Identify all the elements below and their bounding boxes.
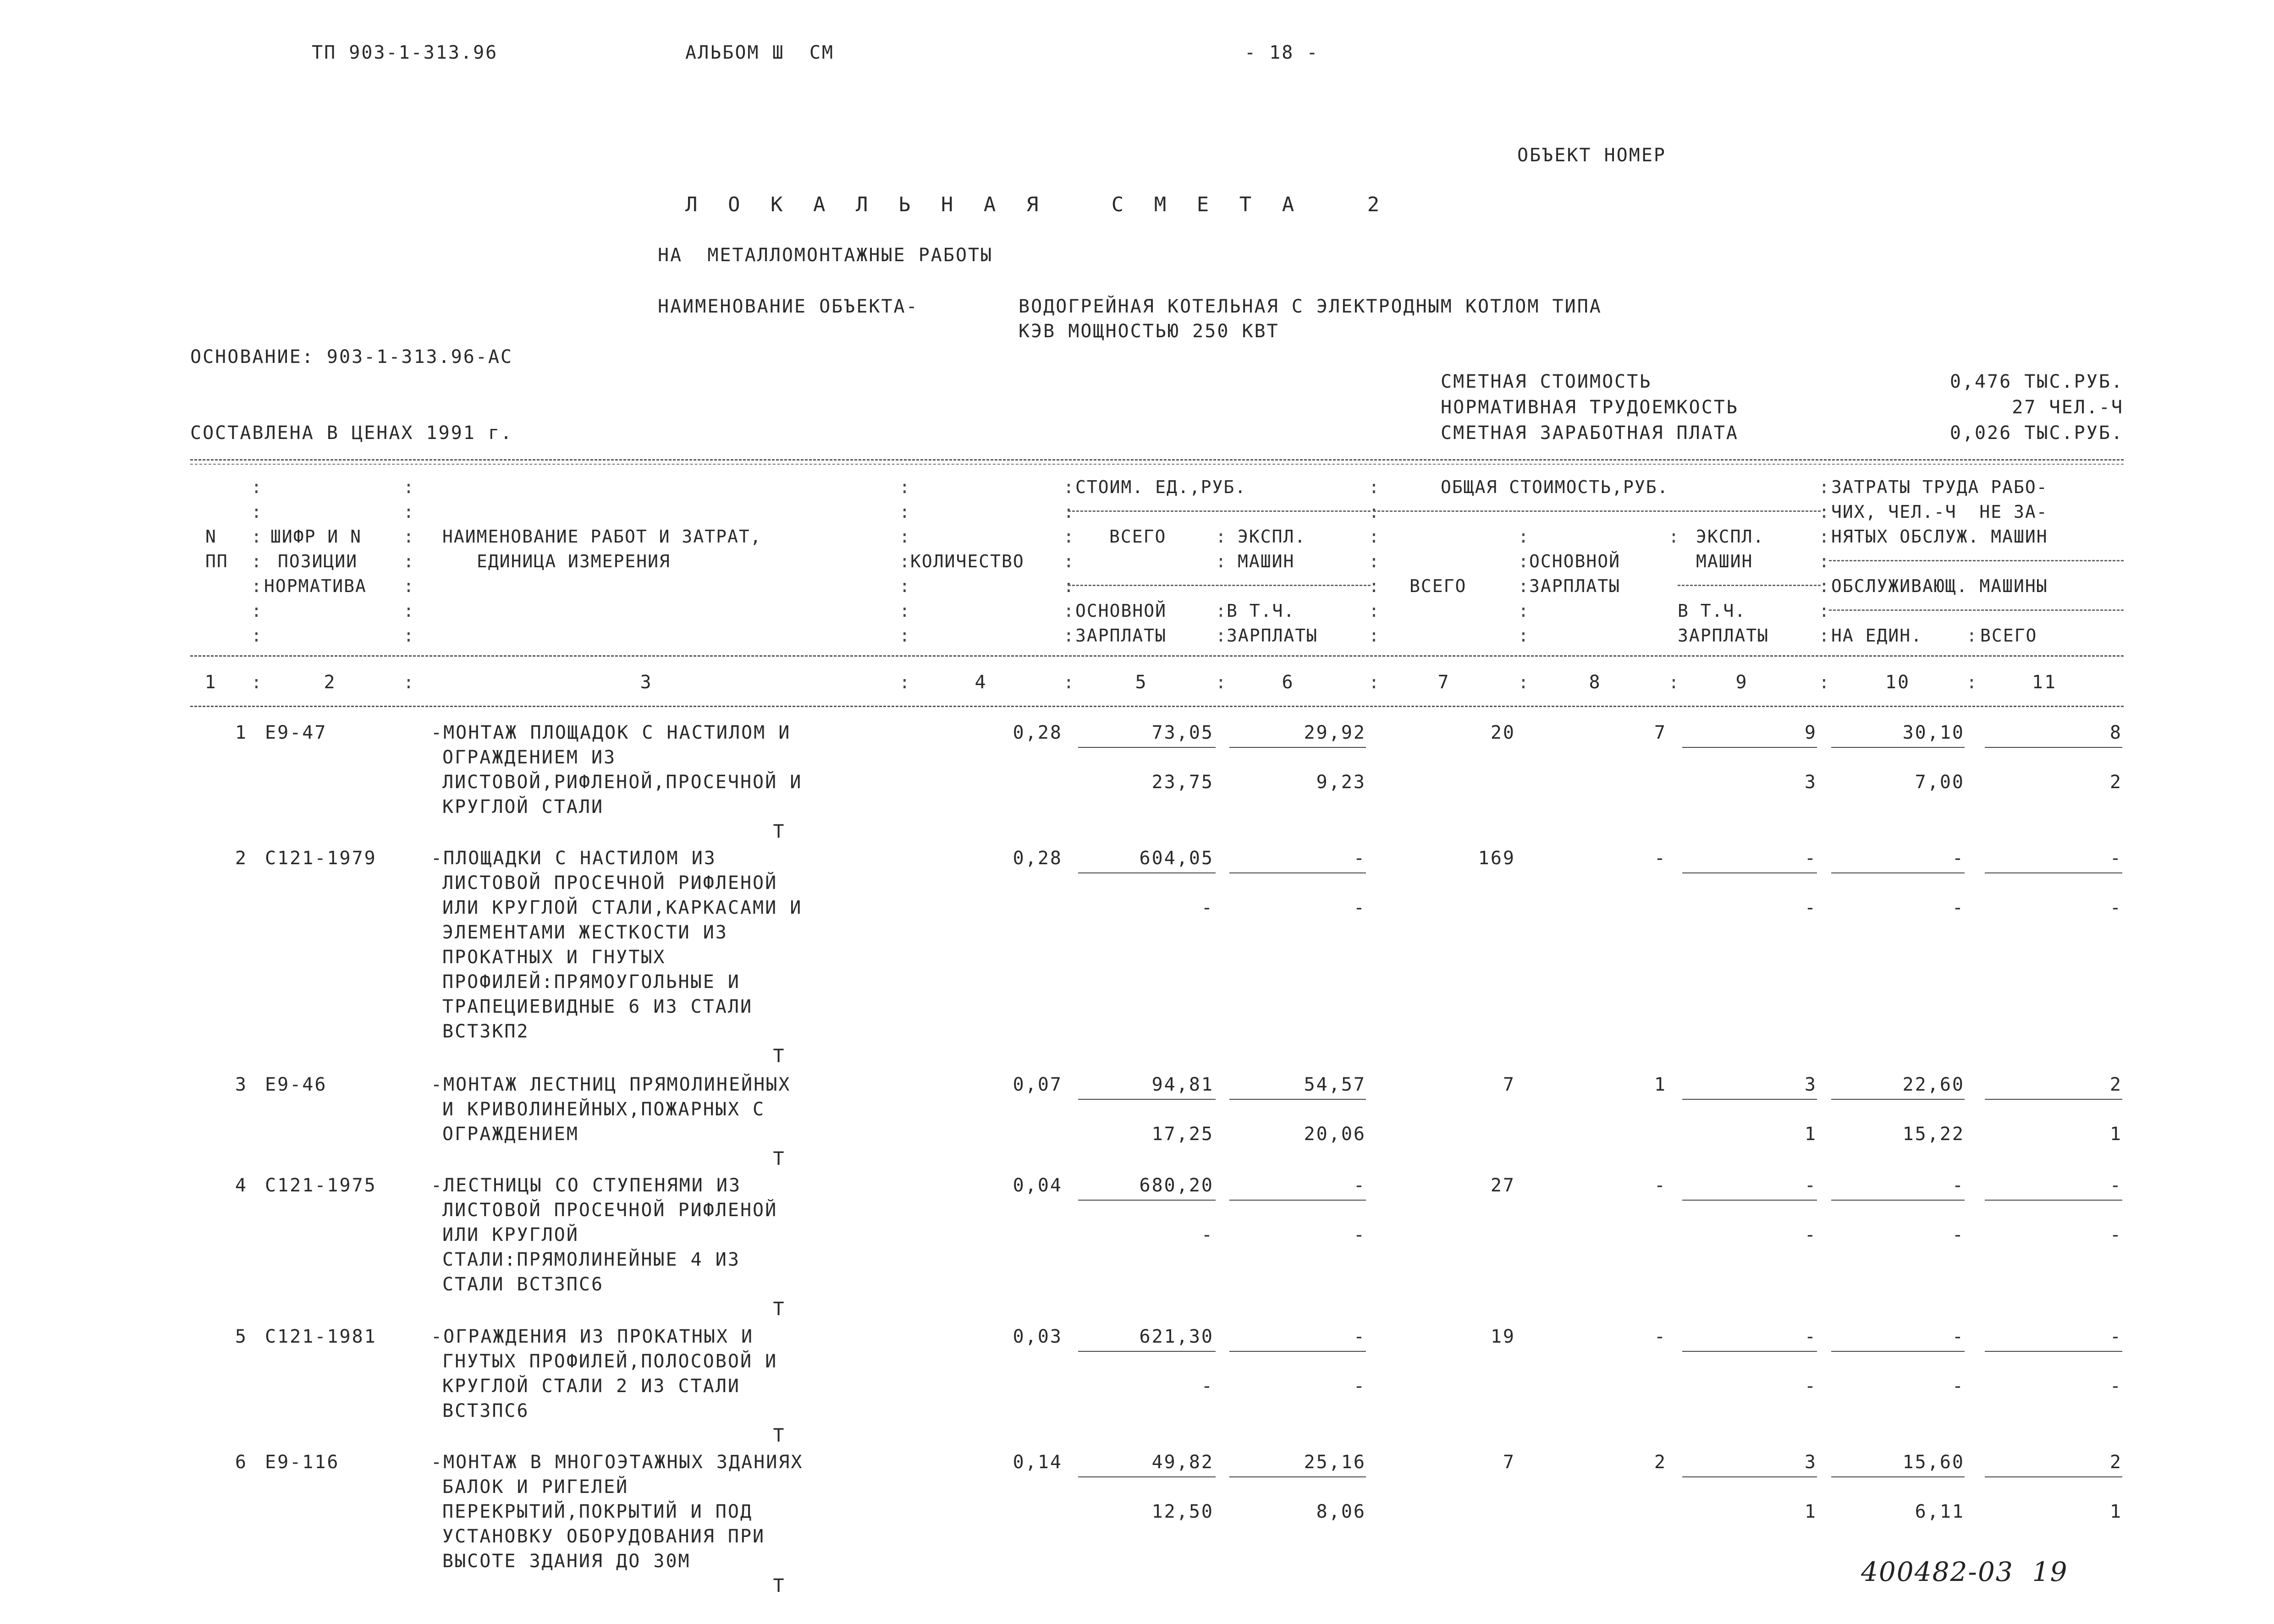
- value-underline: [1985, 747, 2122, 748]
- row-name-line: КРУГЛОЙ СТАЛИ 2 ИЗ СТАЛИ: [442, 1376, 740, 1397]
- row-value-c9: -: [1804, 1326, 1817, 1347]
- row-value-c9: -: [1804, 1175, 1817, 1196]
- row-code: Е9-46: [265, 1074, 327, 1095]
- row-value-c7: 7: [1503, 1074, 1515, 1095]
- row-value-c5: 604,05: [1139, 848, 1214, 869]
- header-col3-l1: НАИМЕНОВАНИЕ РАБОТ И ЗАТРАТ,: [442, 527, 762, 547]
- row-value-qty: 0,28: [1013, 722, 1063, 743]
- row-name-line: -МОНТАЖ ЛЕСТНИЦ ПРЯМОЛИНЕЙНЫХ: [431, 1074, 791, 1095]
- row-name-line: УСТАНОВКУ ОБОРУДОВАНИЯ ПРИ: [442, 1526, 765, 1547]
- row-value-c9: 3: [1804, 1452, 1817, 1473]
- row-name-line: ИЛИ КРУГЛОЙ: [442, 1224, 579, 1245]
- summary-label-wage: СМЕТНАЯ ЗАРАБОТНАЯ ПЛАТА: [1441, 422, 1739, 444]
- row-value-c10b: 15,22: [1902, 1124, 1965, 1145]
- row-value-c7: 169: [1478, 848, 1515, 869]
- row-name-line: -ОГРАЖДЕНИЯ ИЗ ПРОКАТНЫХ И: [431, 1326, 754, 1347]
- value-underline: [1078, 1099, 1216, 1100]
- row-number: 4: [235, 1175, 248, 1196]
- row-value-c6b: 9,23: [1316, 772, 1366, 793]
- header-col5-bot-1: ОСНОВНОЙ: [1075, 601, 1167, 621]
- row-value-c11: 2: [2109, 1452, 2122, 1473]
- numbers-bottom-rule: [190, 706, 2124, 707]
- document-subtitle: НА МЕТАЛЛОМОНТАЖНЫЕ РАБОТЫ: [658, 245, 993, 266]
- row-value-c11b: 2: [2109, 772, 2122, 793]
- row-value-c9: 9: [1804, 722, 1817, 743]
- row-name-line: ПЕРЕКРЫТИЙ,ПОКРЫТИЙ И ПОД: [442, 1501, 753, 1522]
- row-value-c8: 7: [1654, 722, 1667, 743]
- row-unit: Т: [773, 1046, 786, 1067]
- header-labor-1: ЗАТРАТЫ ТРУДА РАБО-: [1831, 477, 2048, 497]
- row-value-c10: -: [1952, 848, 1965, 869]
- header-col2-l3: НОРМАТИВА: [264, 576, 367, 596]
- row-value-c11b: -: [2109, 1376, 2122, 1397]
- value-underline: [1682, 1476, 1817, 1477]
- row-value-c10: -: [1952, 1175, 1965, 1196]
- row-value-c8: -: [1654, 1175, 1667, 1196]
- header-labor-3: НЯТЫХ ОБСЛУЖ. МАШИН: [1831, 527, 2048, 547]
- row-name-line: ЭЛЕМЕНТАМИ ЖЕСТКОСТИ ИЗ: [442, 922, 728, 943]
- row-value-c10b: -: [1952, 1224, 1965, 1245]
- header-unit-cost: СТОИМ. ЕД.,РУБ.: [1075, 477, 1247, 497]
- row-value-c10b: -: [1952, 897, 1965, 918]
- row-unit: Т: [773, 1148, 786, 1169]
- row-value-c6: 54,57: [1304, 1074, 1366, 1095]
- header-col9-bot-2: ЗАРПЛАТЫ: [1678, 625, 1769, 646]
- row-value-c10: -: [1952, 1326, 1965, 1347]
- row-value-c5b: 12,50: [1151, 1501, 1214, 1522]
- row-name-line: ВСТЗКП2: [442, 1021, 529, 1042]
- header-col1-l1: N: [205, 527, 217, 547]
- row-value-c5: 49,82: [1151, 1452, 1214, 1473]
- document-code: ТП 903-1-313.96: [312, 42, 498, 63]
- row-name-line: -МОНТАЖ ПЛОЩАДОК С НАСТИЛОМ И: [431, 722, 791, 743]
- row-value-c11b: 1: [2109, 1501, 2122, 1522]
- row-value-c9b: 1: [1804, 1501, 1817, 1522]
- row-number: 2: [235, 848, 248, 869]
- row-name-line: БАЛОК И РИГЕЛЕЙ: [442, 1476, 629, 1498]
- row-value-c9b: -: [1804, 1376, 1817, 1397]
- row-code: Е9-47: [265, 722, 327, 743]
- value-underline: [1831, 747, 1965, 748]
- row-value-c9: 3: [1804, 1074, 1817, 1095]
- row-value-c6b: -: [1353, 1224, 1366, 1245]
- prices-line: СОСТАВЛЕНА В ЦЕНАХ 1991 г.: [190, 422, 513, 444]
- value-underline: [1831, 1351, 1965, 1352]
- value-underline: [1985, 872, 2122, 873]
- row-value-c6b: 20,06: [1304, 1124, 1366, 1145]
- row-value-c5b: -: [1201, 897, 1214, 918]
- value-underline: [1985, 1476, 2122, 1477]
- row-name-line: ГНУТЫХ ПРОФИЛЕЙ,ПОЛОСОВОЙ И: [442, 1351, 778, 1372]
- row-value-c5: 94,81: [1151, 1074, 1214, 1095]
- row-value-c5b: -: [1201, 1224, 1214, 1245]
- row-name-line: ВЫСОТЕ ЗДАНИЯ ДО 30М: [442, 1551, 691, 1572]
- row-value-c6b: -: [1353, 1376, 1366, 1397]
- row-value-c7: 20: [1490, 722, 1515, 743]
- row-value-c6: -: [1353, 1175, 1366, 1196]
- row-code: С121-1979: [265, 848, 377, 869]
- row-value-c10b: -: [1952, 1376, 1965, 1397]
- row-value-c9: -: [1804, 848, 1817, 869]
- row-value-c8: -: [1654, 1326, 1667, 1347]
- summary-label-cost: СМЕТНАЯ СТОИМОСТЬ: [1441, 371, 1652, 392]
- header-col2-l2: ПОЗИЦИИ: [278, 551, 358, 571]
- row-value-c6: -: [1353, 848, 1366, 869]
- row-code: С121-1975: [265, 1175, 377, 1196]
- row-name-line: КРУГЛОЙ СТАЛИ: [442, 796, 604, 817]
- object-name-line-1: ВОДОГРЕЙНАЯ КОТЕЛЬНАЯ С ЭЛЕКТРОДНЫМ КОТЛОМ ТИПА: [1019, 296, 1602, 317]
- row-value-qty: 0,07: [1013, 1074, 1063, 1095]
- value-underline: [1682, 747, 1817, 748]
- row-value-c6: 29,92: [1304, 722, 1366, 743]
- value-underline: [1831, 1200, 1965, 1201]
- row-name-line: -ПЛОЩАДКИ С НАСТИЛОМ ИЗ: [431, 848, 716, 869]
- table-top-rule-2: [190, 464, 2124, 465]
- row-name-line: ОГРАЖДЕНИЕМ: [442, 1124, 579, 1145]
- row-value-c10: 22,60: [1902, 1074, 1965, 1095]
- value-underline: [1078, 747, 1216, 748]
- row-value-qty: 0,28: [1013, 848, 1063, 869]
- row-value-c5: 621,30: [1139, 1326, 1214, 1347]
- row-value-c8: -: [1654, 848, 1667, 869]
- row-value-c10: 15,60: [1902, 1452, 1965, 1473]
- album-label: АЛЬБОМ Ш СМ: [685, 42, 834, 63]
- row-name-line: -ЛЕСТНИЦЫ СО СТУПЕНЯМИ ИЗ: [431, 1175, 742, 1196]
- value-underline: [1078, 1200, 1216, 1201]
- value-underline: [1229, 1200, 1366, 1201]
- value-underline: [1229, 747, 1366, 748]
- row-value-c5b: -: [1201, 1376, 1214, 1397]
- table-top-rule: [190, 459, 2124, 461]
- row-value-c6: 25,16: [1304, 1452, 1366, 1473]
- summary-value-labor: 27 ЧЕЛ.-Ч: [2012, 397, 2124, 418]
- summary-value-cost: 0,476 ТЫС.РУБ.: [1949, 371, 2124, 392]
- header-labor-4: ОБСЛУЖИВАЮЩ. МАШИНЫ: [1831, 576, 2048, 596]
- header-col2-l1: ШИФР И N: [270, 527, 362, 547]
- row-value-c11: -: [2109, 1175, 2122, 1196]
- row-number: 5: [235, 1326, 248, 1347]
- row-value-c11: 8: [2109, 722, 2122, 743]
- header-col6-top-1: ЭКСПЛ.: [1238, 527, 1306, 547]
- row-value-c10b: 7,00: [1915, 772, 1965, 793]
- row-unit: Т: [773, 1425, 786, 1446]
- value-underline: [1078, 1476, 1216, 1477]
- row-unit: Т: [773, 1575, 786, 1597]
- row-code: С121-1981: [265, 1326, 377, 1347]
- header-total-cost: ОБЩАЯ СТОИМОСТЬ,РУБ.: [1441, 477, 1669, 497]
- handwritten-signature: 400482-03 19: [1861, 1556, 2068, 1587]
- value-underline: [1229, 1476, 1366, 1477]
- row-value-c11: -: [2109, 848, 2122, 869]
- row-number: 1: [235, 722, 248, 743]
- value-underline: [1682, 1351, 1817, 1352]
- row-value-c7: 19: [1490, 1326, 1515, 1347]
- header-col8-1: ОСНОВНОЙ: [1529, 551, 1621, 571]
- value-underline: [1078, 1351, 1216, 1352]
- row-value-qty: 0,04: [1013, 1175, 1063, 1196]
- estimate-page: ТП 903-1-313.96 АЛЬБОМ Ш СМ - 18 - ОБЪЕКТ НОМЕР Л О К А Л Ь Н А Я С М Е Т А 2 НА МЕТАЛЛОМОНТАЖНЫЕ РАБОТЫ НАИМЕНОВАНИЕ ОБЪЕКТА- ВОДОГРЕЙНАЯ КОТЕЛЬНАЯ С ЭЛЕКТРОДНЫМ КОТЛОМ ТИПА КЭВ МОЩНОСТЬЮ 250 КВТ ОСНОВАНИЕ: 903-1-313.96-АС СОСТАВЛЕНА В ЦЕНАХ 1991 г. СМЕТНАЯ СТОИМОСТЬ 0,476 ТЫС.РУБ. НОРМАТИВНАЯ ТРУДОЕМКОСТЬ 27 ЧЕЛ.-Ч СМЕТНАЯ ЗАРАБОТНАЯ ПЛАТА 0,026 ТЫС.РУБ. : : : : : : : : : : : : : : : : : : : : : : : : : : : : : : : : : : : : : : : : : : : : : : : : N ПП ШИФР И N ПОЗИЦИИ НОРМАТИВА НАИМЕНОВАНИЕ РАБОТ И ЗАТРАТ, ЕДИНИЦА ИЗМЕРЕНИЯ КОЛИЧЕСТВО СТОИМ. ЕД.,РУБ. ВСЕГО ЭКСПЛ. МАШИН : : ОСНОВНОЙ ЗАРПЛАТЫ : : В Т.Ч. ЗАРПЛАТЫ ОБЩАЯ СТОИМОСТЬ,РУБ. ВСЕГО ОСНОВНОЙ ЗАРПЛАТЫ ЭКСПЛ. МАШИН В Т.Ч. ЗАРПЛАТЫ ЗАТРАТЫ ТРУДА РАБО- ЧИХ, ЧЕЛ.-Ч НЕ ЗА- НЯТЫХ ОБСЛУЖ. МАШИН ОБСЛУЖИВАЮЩ. МАШИНЫ НА ЕДИН. : ВСЕГО 1 : 2 : 3 : 4 : 5 : 6 : 7 : 8 : 9 : 10 : 11 1 Е9-47 -МОНТАЖ ПЛОЩАДОК С НАСТИЛОМ И ОГРАЖДЕНИЕМ ИЗ ЛИСТОВОЙ,РИФЛЕНОЙ,ПРОСЕЧНОЙ И КРУГЛОЙ СТАЛИ Т 0,28 73,05 29,92 20 7 9 30,10 8 23,75 9,23 3 7,00 2 2 С121-1979 -ПЛОЩАДКИ С НАСТИЛОМ ИЗ ЛИСТОВОЙ ПРОСЕЧНОЙ РИФЛЕНОЙ ИЛИ КРУГЛОЙ СТАЛИ,КАРКАСАМИ И ЭЛЕМЕНТАМИ ЖЕСТКОСТИ ИЗ ПРОКАТНЫХ И ГНУТЫХ ПРОФИЛЕЙ:ПРЯМОУГОЛЬНЫЕ И ТРАПЕЦИЕВИДНЫЕ 6 ИЗ СТАЛИ ВСТЗКП2 Т 0,28 604,05 - 169 - - - - - - - - - 3 Е9-46 -МОНТАЖ ЛЕСТНИЦ ПРЯМОЛИНЕЙНЫХ И КРИВОЛИНЕЙНЫХ,ПОЖАРНЫХ С ОГРАЖДЕНИЕМ Т 0,07 94,81 54,57 7 1 3 22,60 2 17,25 20,06 1 15,22 1 4 С121-1975 -ЛЕСТНИЦЫ СО СТУПЕНЯМИ ИЗ ЛИСТОВОЙ ПРОСЕЧНОЙ РИФЛЕНОЙ ИЛИ КРУГЛОЙ СТАЛИ:ПРЯМОЛИНЕЙНЫЕ 4 ИЗ СТАЛИ ВСТЗПС6 Т 0,04 680,20 - 27 - - - - - - - - - 5 С121-1981 -ОГРАЖДЕНИЯ ИЗ ПРОКАТНЫХ И ГНУТЫХ ПРОФИЛЕЙ,ПОЛОСОВОЙ И КРУГЛОЙ СТАЛИ 2 ИЗ СТАЛИ ВСТЗПС6 Т 0,03 621,30 - 19 - - - - - - - - - 6 Е9-116 -МОНТАЖ В МНОГОЭТАЖНЫХ ЗДАНИЯХ БАЛОК И РИГЕЛЕЙ ПЕРЕКРЫТИЙ,ПОКРЫТИЙ И ПОД УСТАНОВКУ ОБОРУДОВАНИЯ ПРИ ВЫСОТЕ ЗДАНИЯ ДО 30М Т 0,14 49,82 25,16 7 2 3 15,60 2 12,50 8,06 1 6,11 1 400482-03 19: [0, 0, 2274, 1624]
- value-underline: [1831, 872, 1965, 873]
- row-value-c5b: 23,75: [1151, 772, 1214, 793]
- document-title: Л О К А Л Ь Н А Я С М Е Т А 2: [685, 193, 1389, 216]
- row-name-line: ЛИСТОВОЙ ПРОСЕЧНОЙ РИФЛЕНОЙ: [442, 872, 778, 894]
- row-value-c7: 27: [1490, 1175, 1515, 1196]
- value-underline: [1229, 872, 1366, 873]
- header-col8-2: ЗАРПЛАТЫ: [1529, 576, 1621, 596]
- row-value-c9b: 1: [1804, 1124, 1817, 1145]
- value-underline: [1985, 1200, 2122, 1201]
- row-name-line: ОГРАЖДЕНИЕМ ИЗ: [442, 747, 617, 768]
- row-unit: Т: [773, 1299, 786, 1320]
- basis-line: ОСНОВАНИЕ: 903-1-313.96-АС: [190, 346, 513, 368]
- value-underline: [1831, 1476, 1965, 1477]
- header-col3-l2: ЕДИНИЦА ИЗМЕРЕНИЯ: [477, 551, 671, 571]
- object-number-label: ОБЪЕКТ НОМЕР: [1517, 145, 1666, 166]
- value-underline: [1078, 872, 1216, 873]
- header-col1-l2: ПП: [205, 551, 228, 571]
- header-col11: ВСЕГО: [1980, 625, 2037, 646]
- row-value-c11: 2: [2109, 1074, 2122, 1095]
- header-col7: ВСЕГО: [1410, 576, 1467, 596]
- header-bottom-rule: [190, 655, 2124, 657]
- row-value-c6b: -: [1353, 897, 1366, 918]
- header-col9-top-2: МАШИН: [1696, 551, 1753, 571]
- value-underline: [1682, 1200, 1817, 1201]
- value-underline: [1682, 872, 1817, 873]
- row-name-line: -МОНТАЖ В МНОГОЭТАЖНЫХ ЗДАНИЯХ: [431, 1452, 804, 1473]
- row-value-qty: 0,03: [1013, 1326, 1063, 1347]
- row-value-c6b: 8,06: [1316, 1501, 1366, 1522]
- row-value-c11: -: [2109, 1326, 2122, 1347]
- row-name-line: ПРОФИЛЕЙ:ПРЯМОУГОЛЬНЫЕ И: [442, 971, 740, 993]
- object-name-label: НАИМЕНОВАНИЕ ОБЪЕКТА-: [658, 296, 919, 317]
- row-value-c9b: -: [1804, 1224, 1817, 1245]
- value-underline: [1985, 1351, 2122, 1352]
- header-labor-2: ЧИХ, ЧЕЛ.-Ч НЕ ЗА-: [1831, 502, 2048, 522]
- header-col9-bot-1: В Т.Ч.: [1678, 601, 1746, 621]
- value-underline: [1831, 1099, 1965, 1100]
- row-name-line: ИЛИ КРУГЛОЙ СТАЛИ,КАРКАСАМИ И: [442, 897, 803, 918]
- summary-value-wage: 0,026 ТЫС.РУБ.: [1949, 422, 2124, 444]
- value-underline: [1229, 1351, 1366, 1352]
- row-value-c5: 73,05: [1151, 722, 1214, 743]
- header-col5-top: ВСЕГО: [1109, 527, 1167, 547]
- header-col9-top-1: ЭКСПЛ.: [1696, 527, 1765, 547]
- row-name-line: ТРАПЕЦИЕВИДНЫЕ 6 ИЗ СТАЛИ: [442, 996, 753, 1017]
- header-col6-bot-2: ЗАРПЛАТЫ: [1227, 625, 1318, 646]
- row-unit: Т: [773, 821, 786, 842]
- value-underline: [1985, 1099, 2122, 1100]
- row-number: 6: [235, 1452, 248, 1473]
- value-underline: [1682, 1099, 1817, 1100]
- row-name-line: ПРОКАТНЫХ И ГНУТЫХ: [442, 947, 666, 968]
- row-value-c7: 7: [1503, 1452, 1515, 1473]
- row-value-c5b: 17,25: [1151, 1124, 1214, 1145]
- row-name-line: СТАЛИ ВСТЗПС6: [442, 1274, 604, 1295]
- row-name-line: СТАЛИ:ПРЯМОЛИНЕЙНЫЕ 4 ИЗ: [442, 1249, 740, 1270]
- header-col6-bot-1: В Т.Ч.: [1227, 601, 1295, 621]
- object-name-line-2: КЭВ МОЩНОСТЬЮ 250 КВТ: [1019, 321, 1279, 342]
- row-value-c11b: -: [2109, 1224, 2122, 1245]
- row-name-line: И КРИВОЛИНЕЙНЫХ,ПОЖАРНЫХ С: [442, 1099, 765, 1120]
- row-value-c10b: 6,11: [1915, 1501, 1965, 1522]
- row-name-line: ЛИСТОВОЙ,РИФЛЕНОЙ,ПРОСЕЧНОЙ И: [442, 772, 803, 793]
- header-col10: НА ЕДИН.: [1831, 625, 1923, 646]
- header-col5-bot-2: ЗАРПЛАТЫ: [1075, 625, 1167, 646]
- row-name-line: ВСТЗПС6: [442, 1400, 529, 1421]
- header-col6-top-2: МАШИН: [1238, 551, 1295, 571]
- row-value-c9b: -: [1804, 897, 1817, 918]
- value-underline: [1229, 1099, 1366, 1100]
- row-value-c6: -: [1353, 1326, 1366, 1347]
- row-value-c10: 30,10: [1902, 722, 1965, 743]
- row-value-c8: 1: [1654, 1074, 1667, 1095]
- row-value-c5: 680,20: [1139, 1175, 1214, 1196]
- row-value-c11b: 1: [2109, 1124, 2122, 1145]
- row-value-c9b: 3: [1804, 772, 1817, 793]
- page-number: - 18 -: [1244, 42, 1319, 63]
- row-code: Е9-116: [265, 1452, 340, 1473]
- row-value-qty: 0,14: [1013, 1452, 1063, 1473]
- row-value-c8: 2: [1654, 1452, 1667, 1473]
- row-number: 3: [235, 1074, 248, 1095]
- header-col4: КОЛИЧЕСТВО: [910, 551, 1024, 571]
- summary-label-labor: НОРМАТИВНАЯ ТРУДОЕМКОСТЬ: [1441, 397, 1739, 418]
- row-value-c11b: -: [2109, 897, 2122, 918]
- row-name-line: ЛИСТОВОЙ ПРОСЕЧНОЙ РИФЛЕНОЙ: [442, 1200, 778, 1221]
